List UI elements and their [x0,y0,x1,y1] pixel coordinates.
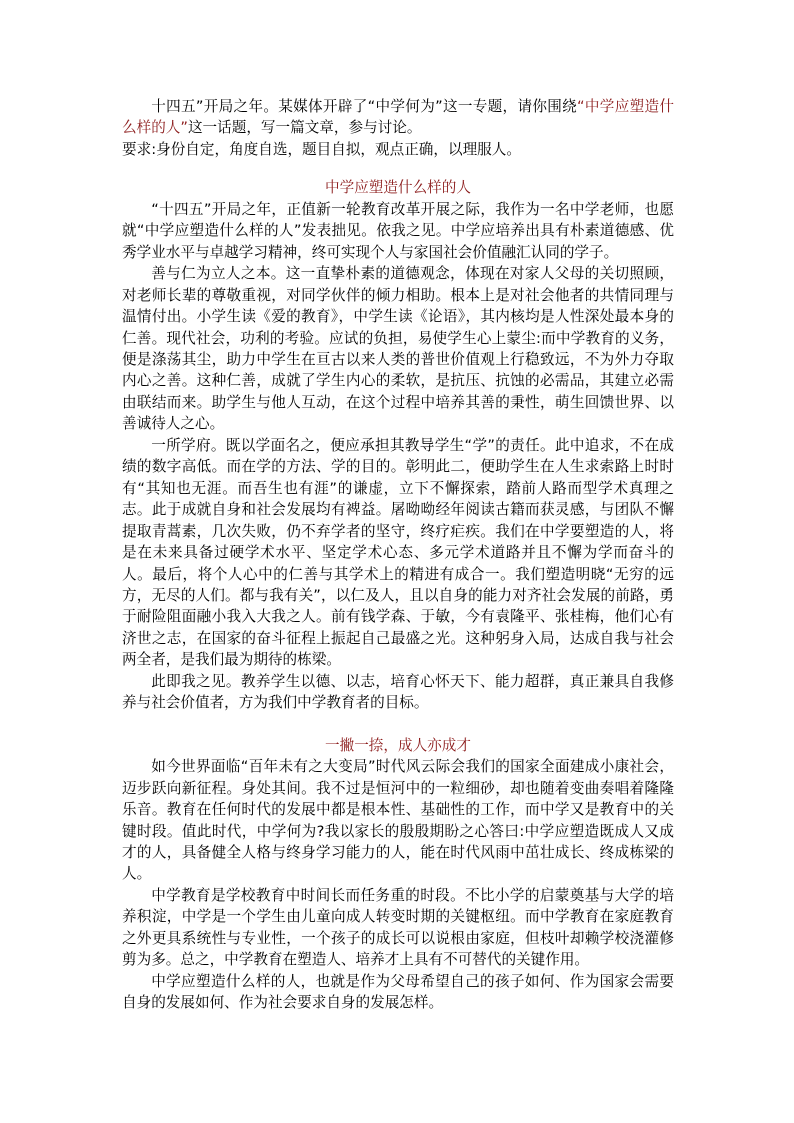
essay1-title: 中学应塑造什么样的人 [325,179,471,197]
essay1-paragraph: 此即我之见。教养学生以德、以志，培育心怀天下、能力超群，真正兼具自我修养与社会价值者，方为我们中学教育者的目标。 [122,672,674,712]
prompt-requirement: 要求:身份自定，角度自选，题目自拟，观点正确，以理服人。 [122,140,521,158]
essay1-paragraph: “十四五”开局之年，正值新一轮教育改革开展之际，我作为一名中学老师，也愿就“中学应塑造什么样的人”发表拙见。依我之见。中学应培养出具有朴素道德感、优秀学业水平与卓越学习精神，终可实现个人与家国社会价值融汇认同的学子。 [122,200,674,261]
essay1-paragraph: 善与仁为立人之本。这一直挚朴素的道德观念，体现在对家人父母的关切照顾，对老师长辈的尊敬重视，对同学伙伴的倾力相助。根本上是对社会他者的共情同理与温情付出。小学生读《爱的教育》，中学生读《论语》，其内核均是人性深处最本身的仁善。现代社会，功利的考验。应试的负担，易使学生心上蒙尘:而中学教育的义务，便是涤荡其尘，助力中学生在亘古以来人类的普世价值观上行稳致远，不为外力夺取内心之善。这种仁善，成就了学生内心的柔软，是抗压、抗蚀的必需品，其建立必需由联结而来。助学生与他人互动，在这个过程中培养其善的秉性，萌生回馈世界、以善诚待人之心。 [122,265,674,433]
prompt-paragraph [122,96,674,139]
essay2-paragraph: 中学应塑造什么样的人，也就是作为父母希望自己的孩子如何、作为国家会需要自身的发展如何、作为社会要求自身的发展怎样。 [122,972,674,1012]
essay1-paragraph: 一所学府。既以学面名之，便应承担其教导学生“学”的责任。此中追求，不在成绩的数字高低。而在学的方法、学的目的。彰明此二，便助学生在人生求索路上时时有“其知也无涯。而吾生也有涯”的谦虚，立下不懈探索，踏前人路而型学术真理之志。此于成就自身和社会发展均有裨益。屠呦呦经年阅读古籍而获灵感，与团队不懈提取青蒿素，几次失败，仍不弃学者的坚守，终疗疟疾。我们在中学要塑造的人，将是在未来具备过硬学术水平、坚定学术心态、多元学术道路并且不懈为学而奋斗的人。最后，将个人心中的仁善与其学术上的精进有成合一。我们塑造明晓“无穷的远方，无尽的人们。都与我有关”，以仁及人，且以自身的能力对齐社会发展的前路，勇于耐险阻面融小我入大我之人。前有钱学森、于敏，今有袁隆平、张桂梅，他们心有济世之志，在国家的奋斗征程上振起自己最盛之光。这种躬身入局，达成自我与社会两全者，是我们最为期待的栋梁。 [122,436,674,669]
document-body [122,96,674,1014]
prompt-topic-highlight: “中学应塑造什么样的人” [122,98,674,137]
essay2-paragraph: 中学教育是学校教育中时间长而任务重的时段。不比小学的启蒙奠基与大学的培养积淀，中学是一个学生由儿童向成人转变时期的关键枢纽。而中学教育在家庭教育之外更具系统性与专业性，一个孩子的成长可以说根由家庭，但枝叶却赖学校浇灌修剪为多。总之，中学教育在塑造人、培养才上具有不可替代的关键作用。 [122,886,674,969]
spacer [122,714,674,735]
essay2-paragraph: 如今世界面临“百年未有之大变局”时代风云际会我们的国家全面建成小康社会，迈步跃向新征程。身处其间。我不过是恒河中的一粒细砂，却也随着变曲奏唱着隆隆乐音。教育在任何时代的发展中都是根本性、基础性的工作，而中学又是教育中的关键时段。值此时代，中学何为?我以家长的殷殷期盼之心答曰:中学应塑造既成人又成才的人，具备健全人格与终身学习能力的人，能在时代风雨中茁壮成长、终成栋梁的人。 [122,758,674,883]
prompt-text-2: 这一话题，写一篇文章，参与讨论。 [187,119,422,137]
spacer [122,160,674,177]
prompt-text-1: 十四五”开局之年。某媒体开辟了“中学何为”这一专题，请你围绕 [151,98,578,115]
essay2-title: 一撇一捺，成人亦成才 [325,736,471,754]
